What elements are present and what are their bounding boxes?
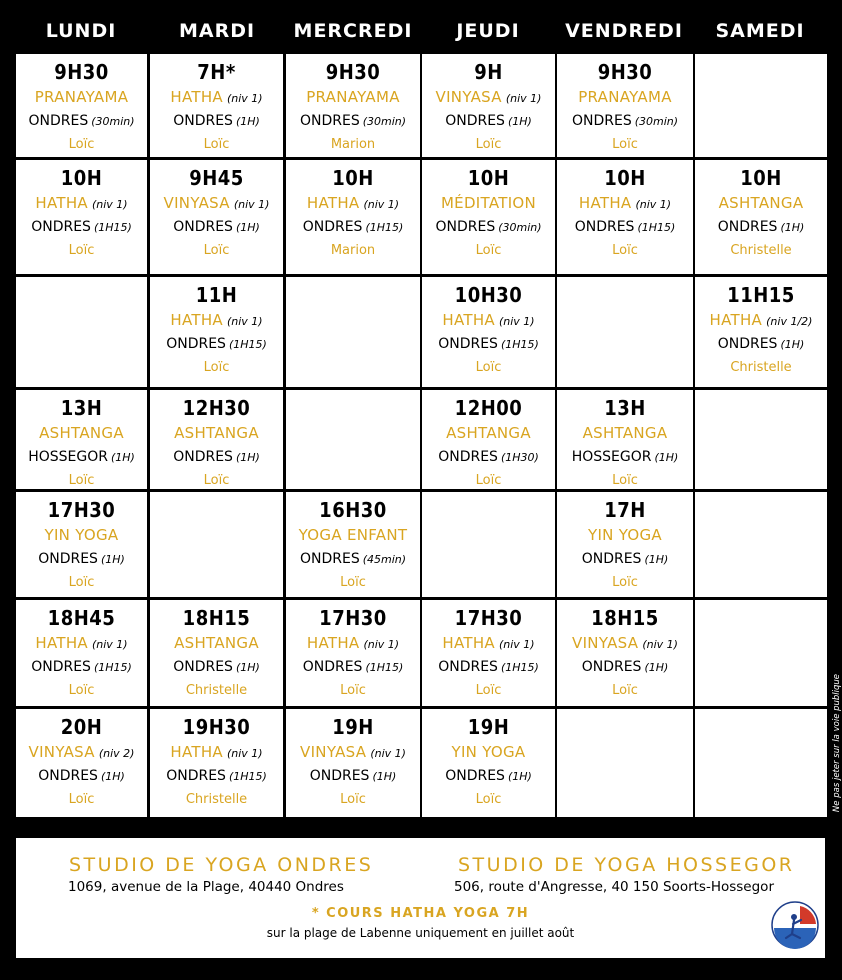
class-duration: (1H) [654, 451, 679, 464]
class-cell [150, 277, 283, 387]
class-cell [422, 390, 555, 489]
class-name: YOGA ENFANT [298, 526, 408, 544]
class-cell [286, 709, 420, 817]
class-teacher: Loïc [340, 575, 366, 590]
class-teacher: Loïc [340, 683, 366, 698]
class-location-line [557, 109, 693, 133]
class-teacher: Christelle [185, 683, 248, 698]
class-time: 10H [604, 166, 646, 190]
class-location: ONDRES [435, 219, 496, 235]
class-teacher: Loïc [475, 243, 502, 258]
class-time: 19H [332, 715, 374, 739]
class-duration: (1H15) [228, 338, 267, 351]
class-name: VINYASA [163, 194, 230, 212]
class-location-line [422, 655, 555, 679]
class-location-line [422, 215, 555, 239]
class-cell [150, 160, 283, 274]
class-title [695, 191, 827, 215]
class-duration: (30min) [91, 115, 135, 128]
class-title [150, 191, 283, 215]
class-cell [557, 390, 693, 489]
class-level: (niv 2) [98, 747, 135, 760]
class-duration: (30min) [498, 221, 542, 234]
class-level: (niv 1) [635, 198, 672, 211]
class-cell [150, 709, 283, 817]
class-location-line [557, 547, 693, 571]
empty-cell [150, 492, 283, 597]
class-level: (niv 1) [370, 747, 406, 760]
class-level: (niv 1) [91, 198, 128, 211]
class-duration: (1H15) [500, 338, 539, 351]
class-teacher: Loïc [68, 792, 95, 807]
class-teacher: Loïc [203, 137, 230, 152]
class-time: 9H30 [325, 60, 381, 84]
class-duration: (1H) [507, 770, 532, 783]
class-location-line [286, 215, 420, 239]
class-level: (niv 1) [498, 638, 535, 651]
class-location: ONDRES [581, 551, 642, 567]
class-name: VINYASA [28, 743, 95, 761]
class-name: HATHA [306, 194, 360, 212]
schedule-grid [16, 54, 827, 818]
class-level: (niv 1) [226, 92, 263, 105]
class-name: ASHTANGA [174, 424, 259, 442]
class-time: 9H30 [597, 60, 653, 84]
class-duration: (1H) [507, 115, 532, 128]
class-teacher: Loïc [612, 473, 638, 488]
class-location: ONDRES [309, 768, 370, 784]
class-location: ONDRES [438, 659, 498, 675]
class-level: (niv 1) [226, 747, 263, 760]
class-teacher: Loïc [475, 137, 502, 152]
class-time: 11H [195, 283, 238, 307]
class-cell [557, 160, 693, 274]
class-level: (niv 1) [363, 638, 400, 651]
class-duration: (1H) [100, 553, 125, 566]
class-duration: (45min) [362, 553, 407, 566]
day-header: MARDI [178, 20, 256, 42]
class-teacher: Loïc [475, 683, 502, 698]
class-time: 20H [60, 715, 103, 739]
class-title [16, 421, 147, 445]
class-name: ASHTANGA [39, 424, 124, 442]
class-time: 10H [467, 166, 510, 190]
footer-panel [16, 838, 825, 958]
class-level: (niv 1) [91, 638, 128, 651]
class-cell [422, 709, 555, 817]
class-time: 17H30 [454, 606, 523, 630]
class-level: (niv 1) [498, 315, 535, 328]
class-teacher: Loïc [203, 360, 230, 375]
class-title [422, 631, 555, 655]
class-location-line [557, 215, 693, 239]
class-title [150, 85, 283, 109]
class-location-line [557, 445, 693, 469]
class-duration: (1H) [100, 770, 125, 783]
class-location: ONDRES [173, 219, 233, 235]
class-duration: (1H) [110, 451, 135, 464]
class-cell [422, 277, 555, 387]
class-time: 9H [474, 60, 503, 84]
empty-cell [695, 54, 827, 157]
class-location-line [286, 764, 420, 788]
class-name: HATHA [170, 311, 223, 329]
class-title [150, 740, 283, 764]
studio-ondres-title: STUDIO DE YOGA ONDRES [69, 854, 374, 876]
class-title [286, 523, 420, 547]
class-cell [286, 160, 420, 274]
class-name: HATHA [170, 743, 223, 761]
empty-cell [286, 277, 420, 387]
class-name: PRANAYAMA [34, 88, 129, 106]
class-title [150, 421, 283, 445]
class-name: MÉDITATION [440, 194, 537, 212]
class-name: HATHA [35, 194, 88, 212]
class-location-line [286, 109, 420, 133]
class-cell [286, 492, 420, 597]
class-location: ONDRES [31, 219, 91, 235]
class-duration: (1H) [644, 553, 669, 566]
class-location: HOSSEGOR [28, 449, 108, 465]
class-title [16, 191, 147, 215]
empty-cell [557, 709, 693, 817]
class-duration: (1H) [780, 221, 805, 234]
class-duration: (1H15) [228, 770, 267, 783]
class-time: 18H15 [182, 606, 251, 630]
class-teacher: Loïc [612, 575, 638, 590]
class-name: VINYASA [300, 743, 367, 761]
class-title [422, 308, 555, 332]
class-name: YIN YOGA [587, 526, 662, 544]
class-cell [557, 492, 693, 597]
class-cell [16, 600, 147, 706]
class-level: (niv 1) [363, 198, 400, 211]
class-name: HATHA [35, 634, 88, 652]
class-teacher: Loïc [68, 683, 95, 698]
class-teacher: Loïc [475, 360, 502, 375]
class-time: 19H [467, 715, 510, 739]
studio-hossegor-title: STUDIO DE YOGA HOSSEGOR [458, 854, 795, 876]
class-cell [150, 600, 283, 706]
class-location-line [422, 445, 555, 469]
class-name: HATHA [306, 634, 360, 652]
class-duration: (1H30) [500, 451, 539, 464]
class-location-line [16, 445, 147, 469]
class-time: 12H00 [454, 396, 523, 420]
class-level: (niv 1) [226, 315, 263, 328]
class-title [16, 740, 147, 764]
class-duration: (1H) [644, 661, 669, 674]
class-name: HATHA [709, 311, 763, 329]
class-duration: (1H15) [93, 661, 132, 674]
class-location-line [16, 764, 147, 788]
class-cell [150, 54, 283, 157]
day-header: LUNDI [45, 20, 117, 42]
class-location: ONDRES [445, 768, 505, 784]
class-title [422, 85, 555, 109]
day-header: VENDREDI [565, 20, 683, 42]
class-time: 17H30 [47, 498, 116, 522]
class-duration: (30min) [362, 115, 407, 128]
class-location: ONDRES [717, 336, 778, 352]
class-title [557, 85, 693, 109]
class-cell [557, 600, 693, 706]
class-cell [16, 709, 147, 817]
class-duration: (1H15) [500, 661, 539, 674]
side-note [822, 670, 842, 820]
class-cell [695, 277, 827, 387]
day-header: SAMEDI [715, 20, 805, 42]
class-title [16, 631, 147, 655]
class-name: YIN YOGA [44, 526, 119, 544]
class-time: 13H [604, 396, 646, 420]
class-location-line [557, 655, 693, 679]
class-name: ASHTANGA [446, 424, 531, 442]
class-location: ONDRES [438, 449, 498, 465]
class-location: ONDRES [299, 551, 360, 567]
class-duration: (1H15) [93, 221, 132, 234]
class-cell [557, 54, 693, 157]
studio-ondres-address: 1069, avenue de la Plage, 40440 Ondres [68, 879, 344, 895]
class-location: ONDRES [166, 768, 226, 784]
empty-cell [695, 709, 827, 817]
class-teacher: Loïc [475, 473, 502, 488]
empty-cell [286, 390, 420, 489]
class-duration: (30min) [634, 115, 679, 128]
class-cell [422, 160, 555, 274]
class-location-line [695, 215, 827, 239]
empty-cell [695, 600, 827, 706]
class-teacher: Loïc [340, 792, 366, 807]
class-cell [16, 492, 147, 597]
empty-cell [16, 277, 147, 387]
empty-cell [695, 492, 827, 597]
class-time: 13H [60, 396, 103, 420]
class-cell [286, 54, 420, 157]
class-location: ONDRES [302, 219, 363, 235]
class-title [286, 191, 420, 215]
class-teacher: Loïc [612, 243, 638, 258]
class-teacher: Loïc [612, 137, 638, 152]
day-header: MERCREDI [293, 20, 413, 42]
class-location-line [16, 547, 147, 571]
class-location: ONDRES [31, 659, 91, 675]
beach-class-note-detail: sur la plage de Labenne uniquement en juillet août [266, 926, 575, 940]
class-name: ASHTANGA [582, 424, 668, 442]
class-location: ONDRES [38, 768, 98, 784]
class-name: VINYASA [572, 634, 639, 652]
class-level: (niv 1) [233, 198, 270, 211]
class-name: VINYASA [435, 88, 502, 106]
class-time: 10H30 [454, 283, 523, 307]
class-time: 17H [604, 498, 646, 522]
class-title [422, 191, 555, 215]
class-location-line [16, 215, 147, 239]
class-location-line [150, 332, 283, 356]
class-title [422, 740, 555, 764]
class-cell [286, 600, 420, 706]
class-level: (niv 1) [642, 638, 678, 651]
class-cell [422, 54, 555, 157]
class-name: PRANAYAMA [578, 88, 672, 106]
class-title [16, 523, 147, 547]
class-location: ONDRES [173, 659, 233, 675]
class-duration: (1H) [235, 661, 260, 674]
empty-cell [557, 277, 693, 387]
class-location-line [422, 109, 555, 133]
class-teacher: Marion [330, 137, 376, 152]
class-location: ONDRES [438, 336, 498, 352]
class-location: ONDRES [571, 113, 632, 129]
class-location-line [286, 655, 420, 679]
class-teacher: Loïc [475, 792, 502, 807]
class-location: ONDRES [574, 219, 635, 235]
class-name: HATHA [442, 634, 495, 652]
class-title [150, 308, 283, 332]
class-title [695, 308, 827, 332]
class-location-line [286, 547, 420, 571]
federation-yoga-logo-icon [770, 900, 820, 950]
class-name: PRANAYAMA [306, 88, 400, 106]
class-title [557, 631, 693, 655]
class-time: 16H30 [319, 498, 387, 522]
class-teacher: Loïc [612, 683, 638, 698]
class-location-line [422, 764, 555, 788]
class-cell [16, 390, 147, 489]
class-time: 10H [740, 166, 782, 190]
class-location: ONDRES [28, 113, 89, 129]
class-title [557, 191, 693, 215]
class-location: ONDRES [173, 449, 233, 465]
empty-cell [422, 492, 555, 597]
class-teacher: Christelle [185, 792, 248, 807]
class-level: (niv 1) [505, 92, 542, 105]
class-location-line [150, 215, 283, 239]
class-location: ONDRES [38, 551, 98, 567]
empty-cell [695, 390, 827, 489]
class-location-line [16, 109, 147, 133]
class-cell [422, 600, 555, 706]
class-teacher: Christelle [730, 360, 792, 375]
class-teacher: Marion [330, 243, 376, 258]
class-duration: (1H) [780, 338, 805, 351]
class-location-line [150, 655, 283, 679]
class-location-line [16, 655, 147, 679]
class-location: ONDRES [717, 219, 778, 235]
class-name: HATHA [442, 311, 495, 329]
class-title [286, 740, 420, 764]
class-location: ONDRES [166, 336, 226, 352]
class-duration: (1H15) [365, 661, 404, 674]
class-time: 18H15 [591, 606, 659, 630]
class-title [422, 421, 555, 445]
class-teacher: Loïc [68, 473, 95, 488]
class-location: ONDRES [299, 113, 360, 129]
class-teacher: Loïc [203, 473, 230, 488]
class-time: 17H30 [319, 606, 387, 630]
class-teacher: Christelle [730, 243, 792, 258]
class-time: 11H15 [727, 283, 795, 307]
class-name: HATHA [578, 194, 632, 212]
class-duration: (1H) [235, 451, 260, 464]
class-duration: (1H) [372, 770, 397, 783]
class-teacher: Loïc [68, 243, 95, 258]
class-time: 10H [60, 166, 103, 190]
class-location-line [150, 109, 283, 133]
class-title [557, 523, 693, 547]
class-location: ONDRES [173, 113, 233, 129]
side-note-text: Ne pas jeter sur la voie publique [832, 673, 842, 813]
class-location: ONDRES [445, 113, 505, 129]
class-name: ASHTANGA [718, 194, 804, 212]
class-location-line [422, 332, 555, 356]
class-time: 9H45 [189, 166, 244, 190]
class-location: HOSSEGOR [571, 449, 652, 465]
class-location-line [150, 764, 283, 788]
class-location: ONDRES [302, 659, 363, 675]
beach-class-note-title: * COURS HATHA YOGA 7H [311, 906, 530, 921]
class-title [557, 421, 693, 445]
class-name: YIN YOGA [451, 743, 526, 761]
class-title [16, 85, 147, 109]
class-time: 19H30 [182, 715, 251, 739]
class-teacher: Loïc [68, 575, 95, 590]
studio-hossegor-address: 506, route d'Angresse, 40 150 Soorts-Hossegor [454, 879, 774, 895]
class-teacher: Loïc [68, 137, 95, 152]
class-cell [16, 160, 147, 274]
class-cell [150, 390, 283, 489]
class-time: 9H30 [54, 60, 109, 84]
class-title [286, 85, 420, 109]
class-location-line [695, 332, 827, 356]
class-duration: (1H) [235, 115, 260, 128]
class-duration: (1H15) [637, 221, 676, 234]
class-cell [16, 54, 147, 157]
class-title [286, 631, 420, 655]
class-time: 18H45 [47, 606, 116, 630]
day-header-row [16, 0, 827, 54]
class-name: ASHTANGA [174, 634, 259, 652]
class-location: ONDRES [581, 659, 642, 675]
class-duration: (1H15) [365, 221, 404, 234]
class-title [150, 631, 283, 655]
class-cell [695, 160, 827, 274]
class-time: 10H [332, 166, 374, 190]
class-location-line [150, 445, 283, 469]
class-time: 7H* [197, 60, 236, 84]
class-time: 12H30 [182, 396, 251, 420]
class-duration: (1H) [235, 221, 260, 234]
class-teacher: Loïc [203, 243, 230, 258]
class-name: HATHA [170, 88, 223, 106]
day-header: JEUDI [456, 20, 520, 42]
class-level: (niv 1/2) [766, 315, 813, 328]
